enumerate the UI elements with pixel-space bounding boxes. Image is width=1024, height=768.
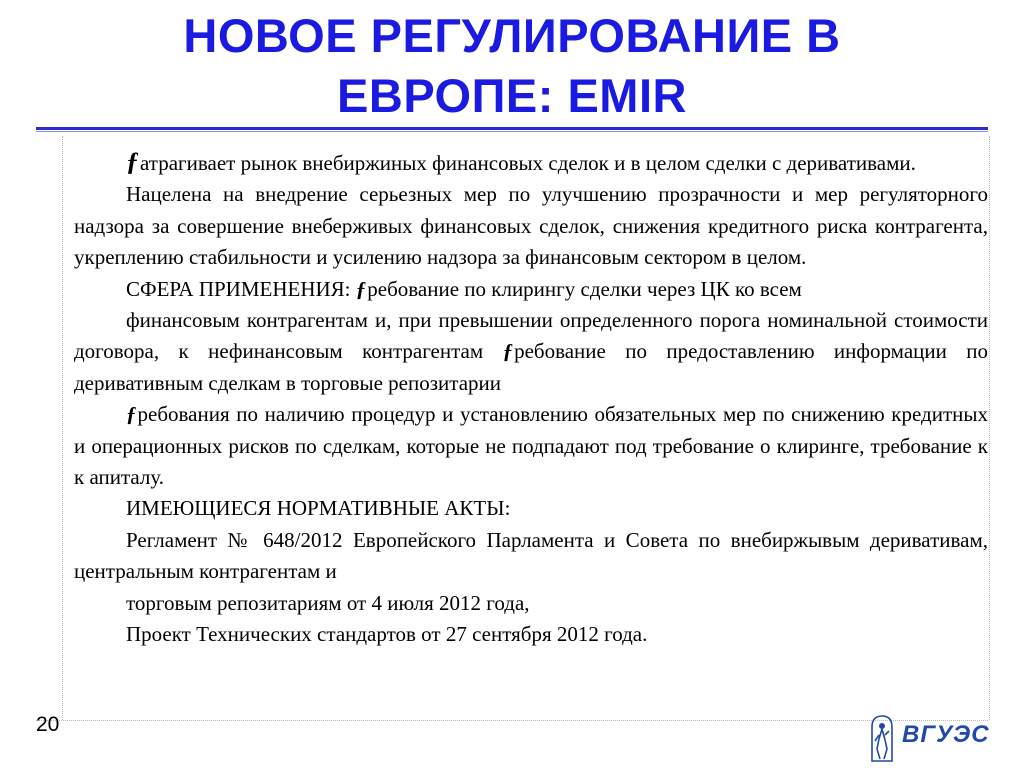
title-underline [36,127,988,130]
title-underline-thin [36,131,988,132]
paragraph-scope [74,274,988,305]
paragraph-text: Регламент № 648/2012 Европейского Парламента и Совета по внебиржывым деривативам, центральным контрагентам и [74,527,988,584]
bullet-glyph: ƒ [126,402,137,427]
slide-title-line-2: ЕВРОПЕ: EMIR [337,69,687,122]
left-dotted-border [62,136,63,720]
paragraph-text: Нацелена на внедрение серьезных мер по улучшению прозрачности и мер регуляторного надзора за совершение внеберживых финансовых сделок, снижения кредитного риска контрагента, укреплению стабильности и усилению надзора за финансовым сектором в целом. [74,182,988,270]
slide-title [60,6,964,126]
bullet-glyph: ƒ [355,276,367,301]
paragraph-repositories [74,588,988,619]
slide-title-line-1: НОВОЕ РЕГУЛИРОВАНИЕ В [183,9,841,62]
paragraph-text: ИМЕЮЩИЕСЯ НОРМАТИВНЫЕ АКТЫ: [126,496,511,521]
bottom-dotted-border [36,720,988,721]
paragraph-text: ребование по клирингу сделки через ЦК ко всем [367,276,802,301]
right-dotted-border [989,136,990,720]
paragraph-risk-requirements [74,399,988,493]
paragraph-regulation [74,525,988,588]
paragraph-scope-intro [74,146,988,179]
paragraph-counterparties [74,305,988,399]
university-logo [868,713,988,765]
paragraph-aims [74,179,988,273]
slide-body [74,146,988,651]
bullet-glyph: ƒ [126,147,139,176]
paragraph-text: ребования по наличию процедур и установлению обязательных мер по снижению кредитных и операционных рисков по сделкам, которые не подпадают под требование о клиринге, требование к к апиталу. [74,402,988,490]
paragraph-acts-heading [74,493,988,524]
paragraph-text: Проект Технических стандартов от 27 сентября 2012 года. [126,622,648,647]
page-number: 20 [36,713,60,736]
paragraph-prefix: СФЕРА ПРИМЕНЕНИЯ: [126,276,356,301]
university-logo-text: ВГУЭС [902,721,990,748]
paragraph-draft-standards [74,619,988,650]
paragraph-text-before: финансовым контрагентам и, при превышении определенного порога номинальной стоимости договора, к нефинансовым контрагентам [74,308,988,364]
bullet-glyph: ƒ [502,339,514,364]
paragraph-text-after: ребование по предоставлению информации по деривативным сделкам в торговые репозитарии [74,339,988,395]
paragraph-text: торговым репозитариям от 4 июля 2012 года, [126,590,530,615]
university-emblem-icon [868,713,896,763]
paragraph-text: атрагивает рынок внебиржиных финансовых сделок и в целом сделки с деривативами. [140,151,916,175]
